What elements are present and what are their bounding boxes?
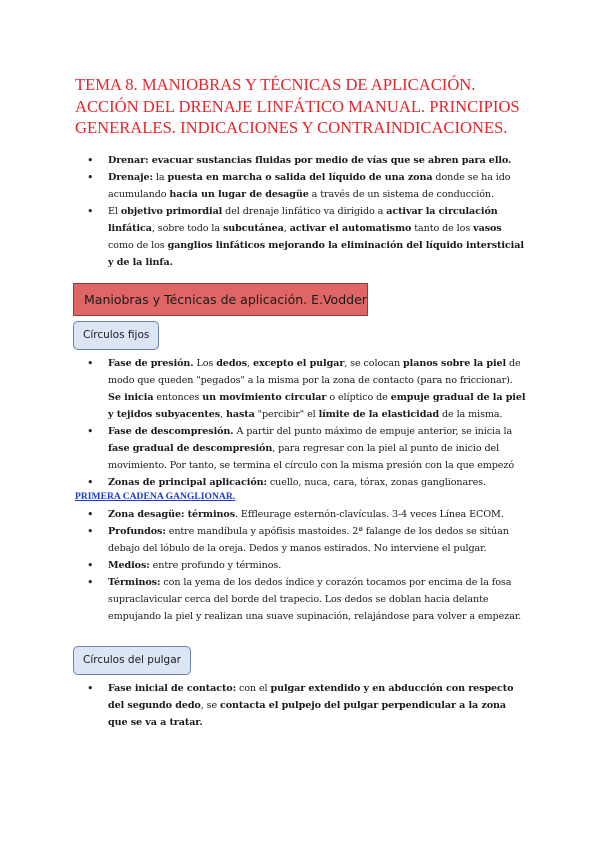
- bold-text: activar el automatismo: [289, 223, 412, 234]
- bold-text: Fase de presión.: [108, 358, 194, 369]
- text: , sobre todo la: [151, 223, 223, 234]
- page-title: [75, 74, 555, 139]
- bold-text: hasta: [225, 409, 255, 420]
- primera-cadena-list: [108, 506, 528, 625]
- bold-text: Medios:: [108, 560, 150, 571]
- bold-text: Drenaje:: [108, 172, 153, 183]
- text: . Effleurage esternón-clavículas. 3-4 veces Línea ECOM.: [235, 509, 504, 520]
- bold-text: Profundos:: [108, 526, 166, 537]
- list-item: [108, 203, 528, 271]
- text: , se colocan: [344, 358, 404, 369]
- text: entre mandíbula y apófisis mastoides. 2ª falange de los dedos se sitúan debajo del lóbulo de la oreja. Dedos y manos estirados. No interviene el pulgar.: [108, 526, 509, 554]
- bold-text: objetivo primordial: [120, 206, 223, 217]
- circulos-pulgar-heading: Círculos del pulgar: [73, 646, 191, 675]
- intro-list: [108, 152, 528, 271]
- bold-text: hacia un lugar de desagüe: [169, 189, 309, 200]
- bold-text: vasos: [473, 223, 502, 234]
- bold-text: Fase de descompresión.: [108, 426, 234, 437]
- bold-text: Términos:: [108, 577, 161, 588]
- text: "percibir" el: [254, 409, 319, 420]
- text: El: [108, 206, 121, 217]
- text: A partir del punto máximo de empuje anterior, se inicia la: [233, 426, 513, 437]
- title-line-3: GENERALES. INDICACIONES Y CONTRAINDICACIONES.: [75, 118, 508, 137]
- text: de modo que queden "pegados" a la misma por la zona de contacto (para no friccionar).: [108, 358, 521, 386]
- text: tanto de los: [411, 223, 474, 234]
- bold-text: Fase inicial de contacto:: [108, 683, 237, 694]
- text: , para regresar con la piel al punto de inicio del movimiento. Por tanto, se termina el círculo con la misma presión con la que empezó: [108, 443, 515, 471]
- text: del drenaje linfático va dirigido a: [222, 206, 387, 217]
- text: cuello, nuca, cara, tórax, zonas ganglionares.: [266, 477, 486, 488]
- bold-text: contacta el pulpejo del pulgar perpendicular a la zona que se va a tratar.: [108, 700, 507, 728]
- text: a través de un sistema de conducción.: [308, 189, 494, 200]
- text: con el: [236, 683, 271, 694]
- list-item: [108, 506, 528, 523]
- bold-text: fase gradual de descompresión: [108, 443, 273, 454]
- circulos-fijos-list: [108, 355, 528, 491]
- text: la: [153, 172, 168, 183]
- bold-text: Zonas de principal aplicación:: [108, 477, 267, 488]
- text: entre profundo y términos.: [149, 560, 282, 571]
- bold-text: dedos: [216, 358, 248, 369]
- bold-text: Drenar: evacuar sustancias fluidas por medio de vías que se abren para ello.: [108, 155, 512, 166]
- bold-text: excepto el pulgar: [252, 358, 345, 369]
- bold-text: activar la circulación linfática: [108, 206, 498, 234]
- bold-text: empuje gradual de la piel y tejidos subyacentes: [108, 392, 526, 420]
- text: de la misma.: [439, 409, 503, 420]
- bold-text: ganglios linfáticos mejorando la eliminación del líquido intersticial y de la linfa.: [108, 240, 524, 268]
- bold-text: pulgar extendido y en abducción con respecto del segundo dedo: [108, 683, 514, 711]
- list-item: [108, 680, 528, 731]
- text: entonces: [153, 392, 203, 403]
- list-item: [108, 169, 528, 203]
- bold-text: Zona desagüe: términos: [108, 509, 235, 520]
- primera-cadena-link[interactable]: PRIMERA CADENA GANGLIONAR.: [75, 491, 236, 502]
- text: con la yema de los dedos índice y corazón tocamos por encima de la fosa supraclavicular cerca del borde del trapecio. Los dedos se doblan hacia delante empujando la piel y realizan una suave supinación, relajándose para volver a empezar.: [108, 577, 522, 622]
- list-item: [108, 523, 528, 557]
- text: como de los: [108, 240, 168, 251]
- bold-text: límite de la elasticidad: [318, 409, 440, 420]
- bold-text: subcutánea: [222, 223, 284, 234]
- bold-text: planos sobre la piel: [403, 358, 507, 369]
- text: Los: [193, 358, 217, 369]
- text: donde se ha ido acumulando: [108, 172, 511, 200]
- list-item: [108, 557, 528, 574]
- list-item: [108, 574, 528, 625]
- circulos-fijos-heading: Círculos fijos: [73, 321, 159, 350]
- list-item: [108, 152, 528, 169]
- text: ,: [283, 223, 290, 234]
- circulos-pulgar-list: [108, 680, 528, 731]
- title-line-2: ACCIÓN DEL DRENAJE LINFÁTICO MANUAL. PRINCIPIOS: [75, 96, 520, 116]
- text: o elíptico de: [326, 392, 391, 403]
- text: ,: [220, 409, 226, 420]
- list-item: [108, 423, 528, 474]
- text: , se: [200, 700, 220, 711]
- text: ,: [247, 358, 253, 369]
- section-header-vodder: Maniobras y Técnicas de aplicación. E.Vodder: [73, 283, 368, 316]
- list-item: [108, 474, 528, 491]
- list-item: [108, 355, 528, 423]
- bold-text: puesta en marcha o salida del líquido de una zona: [167, 172, 433, 183]
- title-line-1: TEMA 8. MANIOBRAS Y TÉCNICAS DE APLICACIÓN.: [75, 75, 476, 94]
- bold-text: Se inicia: [108, 392, 154, 403]
- bold-text: un movimiento circular: [202, 392, 327, 403]
